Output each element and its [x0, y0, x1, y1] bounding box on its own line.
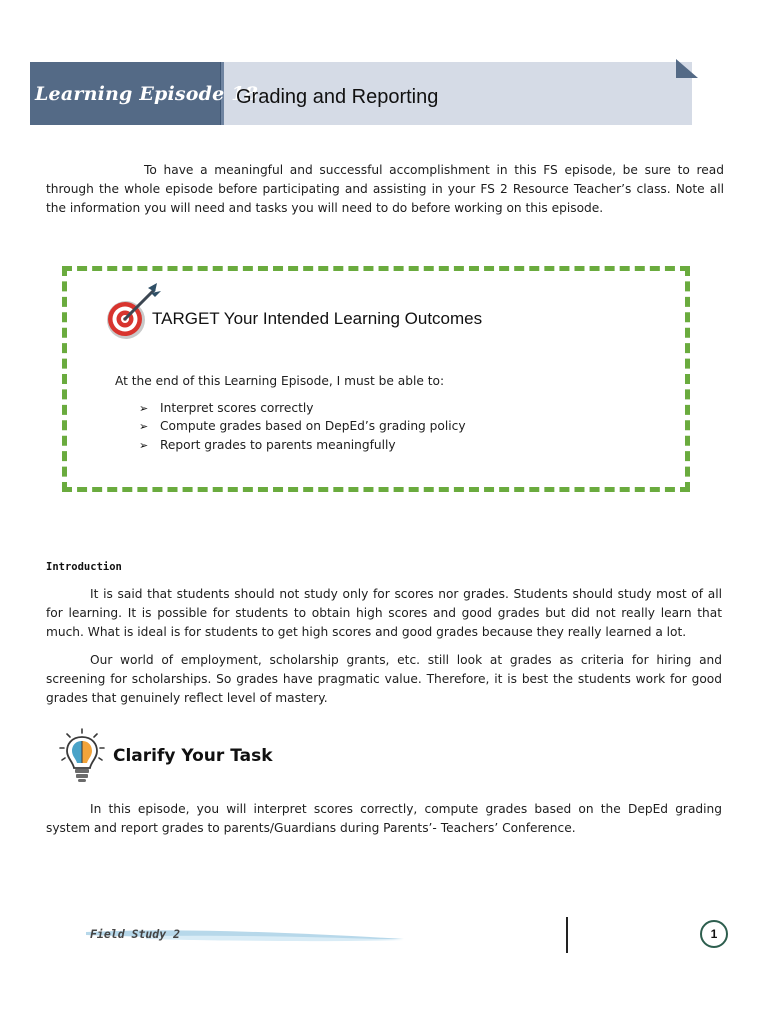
outcome-text: Report grades to parents meaningfully [160, 437, 396, 452]
episode-label: Learning Episode 18 [35, 83, 259, 105]
footer-divider [566, 917, 568, 953]
page-number: 1 [700, 920, 728, 948]
list-item [139, 418, 466, 437]
outcomes-lead: At the end of this Learning Episode, I must be able to: [115, 374, 445, 388]
intro-paragraph [46, 161, 724, 218]
footer-label: Field Study 2 [90, 927, 181, 941]
arrow-bullet-icon: ➢ [139, 438, 149, 452]
clarify-heading: Clarify Your Task [113, 746, 273, 766]
outcome-text: Interpret scores correctly [160, 400, 314, 415]
episode-title: Grading and Reporting [236, 86, 439, 108]
arrow-bullet-icon: ➢ [139, 420, 149, 434]
outcome-text: Compute grades based on DepEd’s grading policy [160, 419, 466, 434]
list-item [139, 399, 466, 418]
folded-corner-icon [676, 59, 698, 78]
clarify-paragraph: In this episode, you will interpret scores correctly, compute grades based on the DepEd grading system and report grades to parents/Guardians during Parents’- Teachers’ Conference. [46, 802, 722, 835]
arrow-bullet-icon: ➢ [139, 401, 149, 415]
introduction-heading: Introduction [46, 561, 122, 573]
list-item [139, 436, 466, 455]
intro-paragraph-text: To have a meaningful and successful accomplishment in this FS episode, be sure to read through the whole episode before participating and assisting in your FS 2 Resource Teacher’s class. Note all the information you will need and tasks you will need to do before working on this episode. [46, 163, 724, 215]
outcome-list [139, 399, 466, 455]
outcomes-heading: TARGET Your Intended Learning Outcomes [152, 309, 483, 328]
lightbulb-brain-icon [57, 728, 107, 784]
introduction-paragraph-1: It is said that students should not study only for scores nor grades. Students should study most of all for learning. It is possible for students to obtain high scores and good grades but did not really learn that much. What is ideal is for students to get high scores and good grades because they really learned a lot. [46, 587, 722, 639]
introduction-paragraph-2: Our world of employment, scholarship grants, etc. still look at grades as criteria for hiring and screening for scholarships. So grades have pragmatic value. Therefore, it is best the students work for good grades that genuinely reflect level of mastery. [46, 653, 722, 705]
